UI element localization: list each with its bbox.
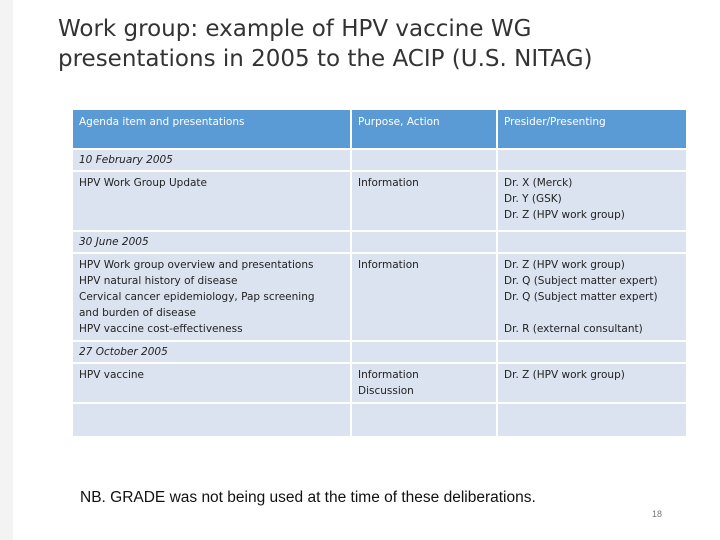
purpose-line: Information: [358, 177, 419, 189]
title-line-1: Work group: example of HPV vaccine WG: [58, 16, 532, 42]
date-empty-cell: [498, 232, 686, 252]
table-row: [73, 254, 686, 340]
empty-cell: [352, 404, 496, 436]
header-presider: Presider/Presenting: [498, 110, 686, 148]
purpose-cell: [352, 364, 496, 402]
table-row: [73, 172, 686, 230]
presenter-line: Dr. Q (Subject matter expert): [504, 291, 658, 303]
date-row: [73, 232, 686, 252]
agenda-item-line: HPV vaccine: [79, 369, 144, 381]
date-empty-cell: [498, 342, 686, 362]
purpose-cell: [352, 254, 496, 340]
agenda-item-line: HPV Work group overview and presentations: [79, 259, 314, 271]
agenda-item-line: Cervical cancer epidemiology, Pap screening: [79, 291, 315, 303]
date-empty-cell: [498, 150, 686, 170]
agenda-item-line: HPV vaccine cost-effectiveness: [79, 323, 243, 335]
presenter-line: Dr. Y (GSK): [504, 193, 562, 205]
presenter-line: Dr. Z (HPV work group): [504, 369, 625, 381]
date-empty-cell: [352, 342, 496, 362]
purpose-line: Discussion: [358, 385, 414, 397]
empty-cell: [73, 404, 350, 436]
left-margin-bar: [0, 0, 13, 540]
page-number: 18: [652, 509, 663, 519]
agenda-table: [71, 108, 688, 438]
footnote: NB. GRADE was not being used at the time of these deliberations.: [80, 489, 536, 506]
presenter-cell: [498, 364, 686, 402]
table-row: [73, 364, 686, 402]
presenter-line: Dr. Z (HPV work group): [504, 209, 625, 221]
date-empty-cell: [352, 232, 496, 252]
header-purpose-action: Purpose, Action: [352, 110, 496, 148]
presenter-spacer: [504, 305, 680, 321]
date-empty-cell: [352, 150, 496, 170]
purpose-line: Information: [358, 369, 419, 381]
presenter-line: Dr. X (Merck): [504, 177, 573, 189]
date-row: [73, 342, 686, 362]
presenter-cell: [498, 172, 686, 230]
presenter-cell: [498, 254, 686, 340]
agenda-item-line: and burden of disease: [79, 307, 196, 319]
presenter-line: Dr. R (external consultant): [504, 323, 643, 335]
date-label: 27 October 2005: [73, 342, 350, 362]
presenter-line: Dr. Q (Subject matter expert): [504, 275, 658, 287]
agenda-item-line: HPV Work Group Update: [79, 177, 208, 189]
title-line-2: presentations in 2005 to the ACIP (U.S. NITAG): [58, 46, 593, 72]
presenter-line: Dr. Z (HPV work group): [504, 259, 625, 271]
empty-cell: [498, 404, 686, 436]
date-label: 10 February 2005: [73, 150, 350, 170]
date-row: [73, 150, 686, 170]
slide-title: [58, 14, 698, 74]
agenda-item-cell: [73, 172, 350, 230]
header-agenda-item: Agenda item and presentations: [73, 110, 350, 148]
agenda-item-cell: [73, 364, 350, 402]
purpose-cell: [352, 172, 496, 230]
date-label: 30 June 2005: [73, 232, 350, 252]
purpose-line: Information: [358, 259, 419, 271]
empty-table-row: [73, 404, 686, 436]
agenda-item-cell: [73, 254, 350, 340]
table-header-row: [73, 110, 686, 148]
agenda-item-line: HPV natural history of disease: [79, 275, 238, 287]
